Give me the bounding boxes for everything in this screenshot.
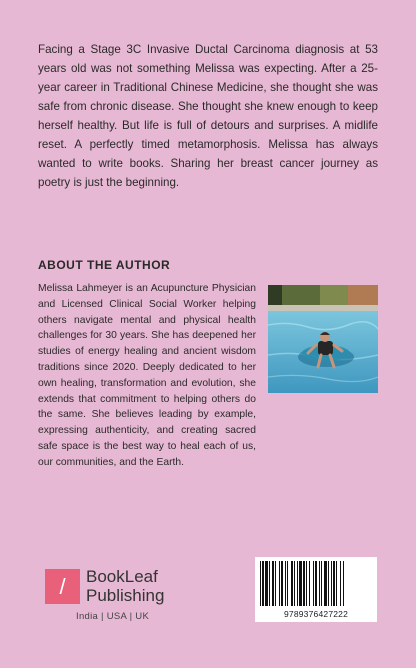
isbn-barcode bbox=[255, 557, 377, 622]
about-author-heading: ABOUT THE AUTHOR bbox=[38, 258, 171, 272]
publisher-regions: India | USA | UK bbox=[76, 611, 150, 622]
isbn-number: 9789376427222 bbox=[283, 609, 349, 619]
author-photo-illustration bbox=[268, 285, 378, 393]
publisher-name-line1: BookLeaf bbox=[86, 567, 158, 586]
barcode-bars bbox=[255, 557, 377, 609]
publisher-name bbox=[86, 567, 164, 605]
publisher-name-line2: Publishing bbox=[86, 586, 165, 605]
publisher-logo-mark: / bbox=[45, 569, 80, 604]
author-bio: Melissa Lahmeyer is an Acupuncture Physician and Licensed Clinical Social Worker helping others navigate mental and physical health challenges for 30 years. She has deepened her studies of energy healing and ancient wisdom traditions since 2020. Deeply dedicated to her own healing, transformation and evolution, she extends that commitment to helping others do the same. She believes leading by example, expressing authenticity, and creating sacred safe space is the best way to heal each of us, our communities, and the Earth. bbox=[38, 283, 256, 468]
author-photo bbox=[268, 285, 378, 393]
back-cover-blurb: Facing a Stage 3C Invasive Ductal Carcinoma diagnosis at 53 years old was not something Melissa was expecting. After a 25-year career in Traditional Chinese Medicine, she thought she was safe from chronic disease. She thought she knew enough to keep herself healthy. But life is full of detours and surprises. A midlife reset. A perfectly timed metamorphosis. Melissa has always wanted to write books. Sharing her breast cancer journey as poetry is just the beginning. bbox=[38, 43, 378, 189]
